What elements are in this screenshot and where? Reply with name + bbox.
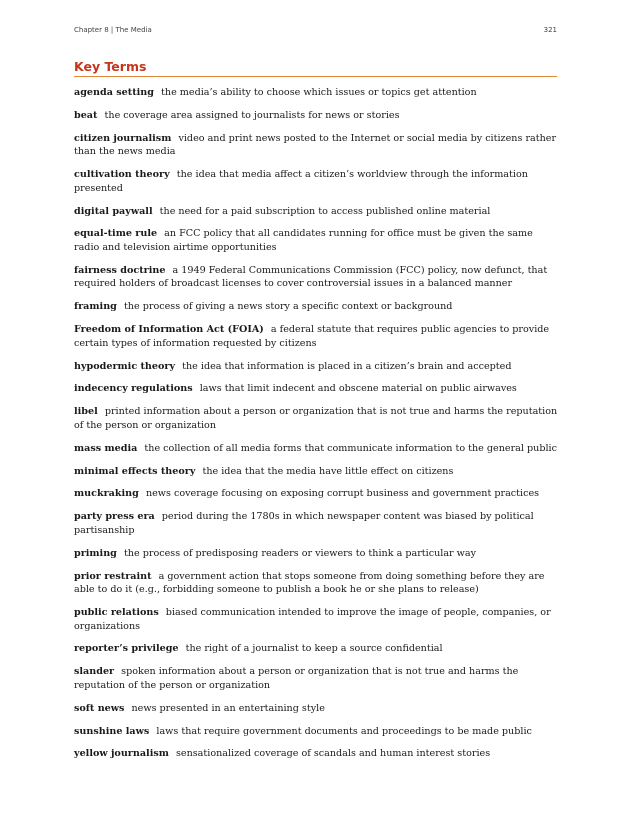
glossary-term: soft news [74,702,125,714]
glossary-entry [74,264,559,291]
glossary-entry [74,205,559,219]
glossary-term: agenda setting [74,87,154,98]
glossary-entry [74,132,559,159]
chapter-label: Chapter 8 | The Media [74,26,152,34]
glossary-term: public relations [74,606,159,618]
glossary-term: indecency regulations [74,383,193,395]
section-title: Key Terms [74,59,557,77]
page-number: 321 [543,26,557,34]
glossary-definition: the idea that information is placed in a citizen’s brain and accepted [182,360,512,372]
glossary-entry [74,227,559,254]
glossary-entry [74,665,559,692]
glossary-definition: period during the 1780s in which newspaper content was biased by political partisanship [74,511,534,536]
glossary-entry [74,360,559,374]
glossary-term: Freedom of Information Act (FOIA) [74,324,264,336]
glossary-definition: spoken information about a person or organization that is not true and harms the reputation of the person or organization [74,666,519,691]
glossary-definition: the need for a paid subscription to access published online material [159,205,491,217]
glossary-definition: the right of a journalist to keep a source confidential [185,643,443,655]
glossary-definition: the process of giving a news story a specific context or background [123,301,453,313]
glossary-term: yellow journalism [74,748,169,760]
glossary-definition: the coverage area assigned to journalists for news or stories [104,109,400,121]
glossary-entry [74,606,559,633]
glossary-definition: news coverage focusing on exposing corrupt business and government practices [145,488,540,500]
glossary-term: sunshine laws [74,725,150,737]
glossary-term: beat [74,109,98,121]
glossary-definition: a government action that stops someone from doing something before they are able to do it (e.g., forbidding someone to publish a book he or she plans to release) [74,570,545,596]
glossary-term: hypodermic theory [74,360,176,372]
glossary-definition: the idea that media affect a citizen’s worldview through the information presented [74,169,528,194]
glossary-entry [74,547,559,561]
glossary-term: prior restraint [74,570,152,582]
glossary-entry [74,323,559,350]
glossary-entry [74,86,559,100]
glossary-entry [74,642,559,656]
glossary-term: slander [74,666,115,678]
glossary-term: cultivation theory [74,169,170,181]
glossary-term: muckraking [74,488,139,500]
glossary-term: digital paywall [74,205,153,217]
glossary-term: party press era [74,511,155,523]
glossary-definition: the process of predisposing readers or viewers to think a particular way [123,547,477,559]
glossary-definition: the idea that the media have little effect on citizens [202,465,454,477]
glossary-term: reporter’s privilege [74,643,179,655]
glossary-entry [74,442,559,456]
glossary-entry [74,570,559,597]
glossary-entry [74,725,559,739]
glossary-term: framing [74,301,117,313]
glossary-definition: laws that limit indecent and obscene material on public airwaves [199,383,517,395]
glossary-entry [74,405,559,432]
glossary-term: fairness doctrine [74,264,166,276]
glossary-definition: video and print news posted to the Internet or social media by citizens rather than the news media [74,132,557,158]
glossary-definition: printed information about a person or organization that is not true and harms the reputation of the person or organization [74,406,558,431]
glossary-term: citizen journalism [74,132,172,144]
glossary-entry [74,382,559,396]
glossary-entry [74,168,559,195]
glossary-definition: sensationalized coverage of scandals and human interest stories [175,748,491,760]
glossary-entry [74,109,559,123]
glossary-definition: biased communication intended to improve the image of people, companies, or organizations [74,606,551,632]
glossary-definition: an FCC policy that all candidates running for office must be given the same radio and television airtime opportunities [74,228,533,253]
glossary-term: libel [74,406,98,418]
glossary-entry [74,465,559,479]
glossary-term: minimal effects theory [74,465,196,477]
glossary-term: equal-time rule [74,228,158,240]
glossary-entry [74,487,559,501]
glossary-entry [74,510,559,537]
glossary-entry [74,747,559,761]
glossary-term: priming [74,547,117,559]
glossary-definition: the media’s ability to choose which issues or topics get attention [161,87,477,98]
key-terms-list [74,86,559,770]
glossary-entry [74,300,559,314]
glossary-definition: news presented in an entertaining style [131,702,325,714]
glossary-definition: a federal statute that requires public agencies to provide certain types of information requested by citizens [74,324,550,349]
glossary-entry [74,702,559,716]
glossary-definition: laws that require government documents and proceedings to be made public [156,725,532,737]
glossary-definition: the collection of all media forms that communicate information to the general public [144,442,557,454]
glossary-term: mass media [74,442,138,454]
glossary-definition: a 1949 Federal Communications Commission (FCC) policy, now defunct, that required holders of broadcast licenses to cover controversial issues in a balanced manner [74,264,548,290]
